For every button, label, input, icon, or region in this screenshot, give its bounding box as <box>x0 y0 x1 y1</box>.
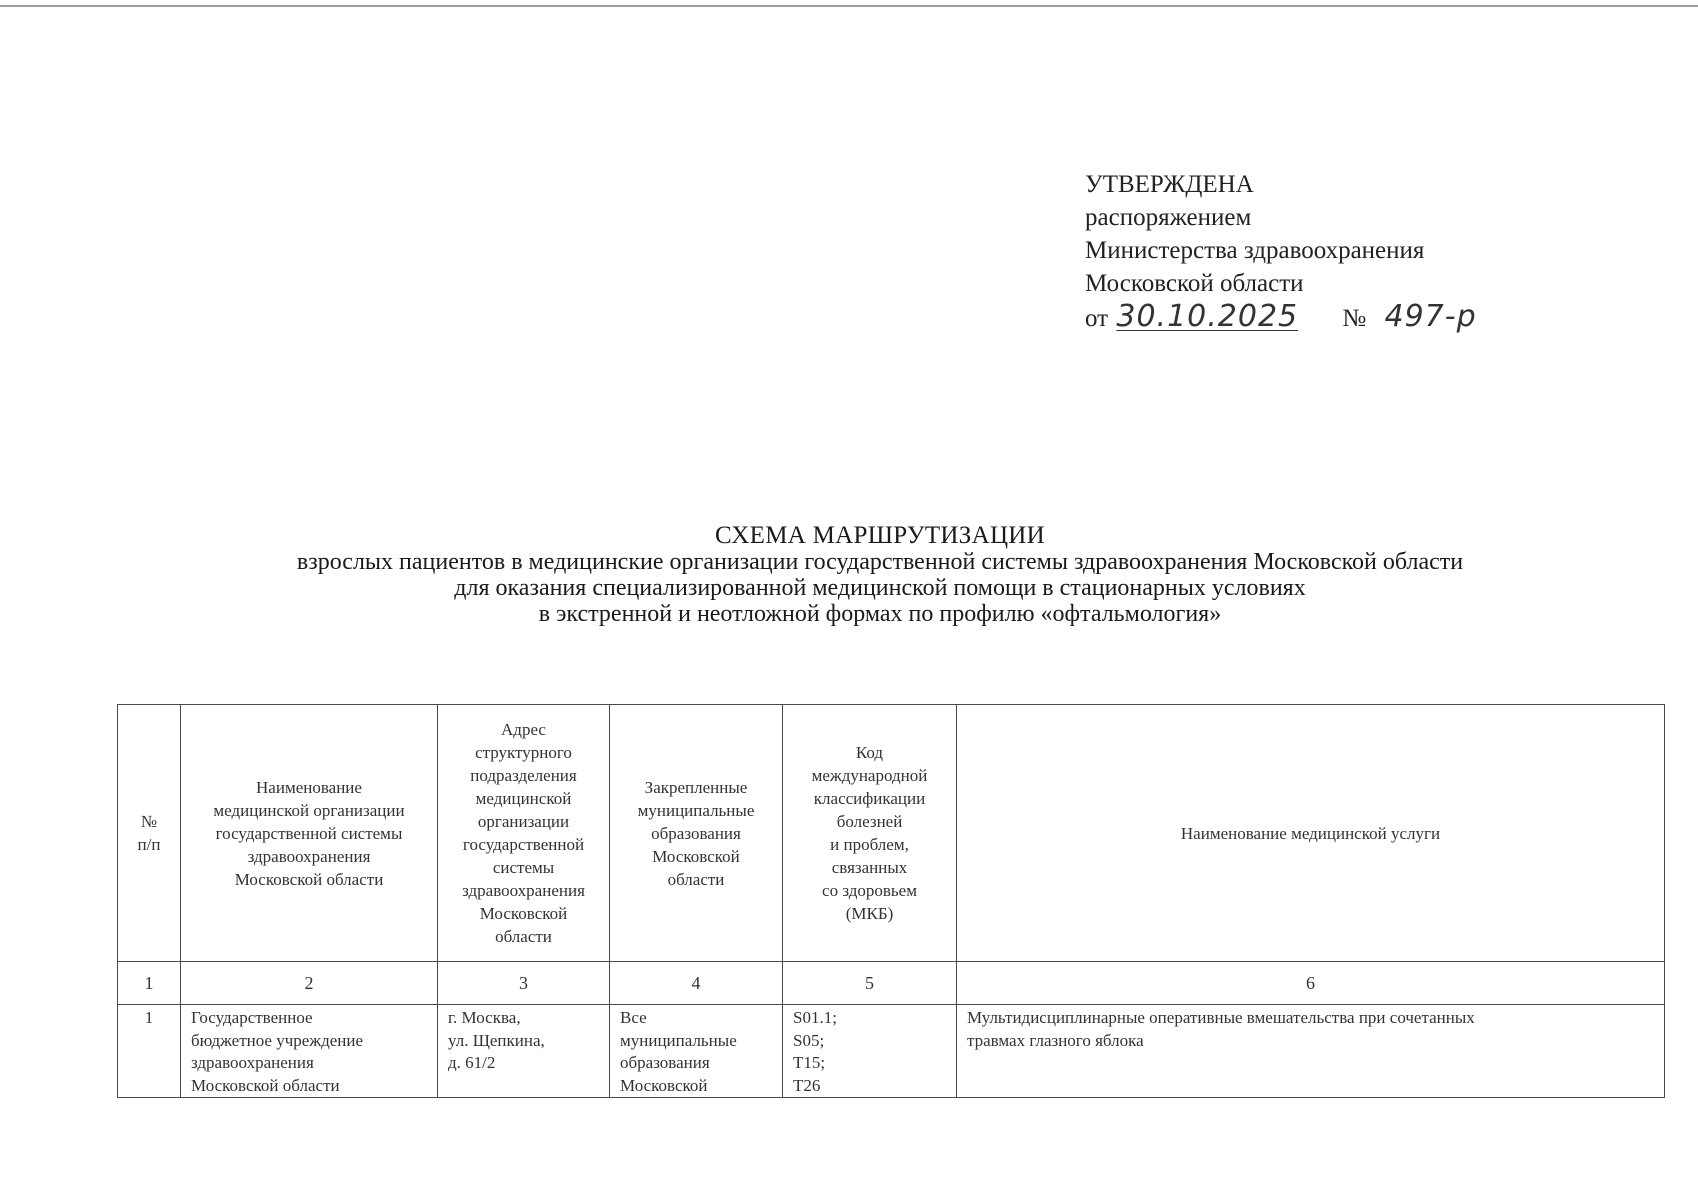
column-numbers-row <box>118 962 1665 1005</box>
table-header-row <box>118 705 1665 962</box>
document-subtitle-line-1: взрослых пациентов в медицинские организации государственной системы здравоохранения Московской области <box>296 549 1464 575</box>
cell-line: ул. Щепкина, <box>448 1030 545 1050</box>
column-number: 4 <box>610 962 783 1005</box>
header-line: Московской <box>652 846 740 866</box>
header-line: государственной системы <box>215 823 403 843</box>
header-line: связанных <box>831 858 908 877</box>
cell-organization <box>181 1005 438 1098</box>
header-line: п/п <box>137 835 161 854</box>
cell-line: травмах глазного яблока <box>967 1030 1144 1050</box>
header-line: муниципальные <box>637 800 755 820</box>
cell-icd-codes <box>783 1005 957 1098</box>
routing-table <box>117 704 1665 1098</box>
cell-line: бюджетное учреждение <box>191 1030 364 1050</box>
header-line: № <box>140 812 158 831</box>
cell-line: Государственное <box>191 1008 313 1027</box>
header-line: Адрес <box>501 720 546 739</box>
document-title: СХЕМА МАРШРУТИЗАЦИИ <box>714 522 1046 549</box>
header-cell-icd-code <box>783 705 957 962</box>
header-cell-organization <box>181 705 438 962</box>
handwritten-date: 30.10.2025 <box>1116 299 1299 334</box>
header-line: системы <box>492 858 555 877</box>
scan-top-edge <box>0 5 1698 7</box>
header-line: со здоровьем <box>822 881 917 900</box>
column-number: 1 <box>118 962 181 1005</box>
cell-row-number: 1 <box>118 1005 181 1098</box>
header-line: международной <box>811 766 928 785</box>
header-line: Московской <box>479 904 568 923</box>
document-heading <box>160 523 1600 627</box>
column-number: 3 <box>438 962 610 1005</box>
header-line: Наименование <box>256 777 362 797</box>
handwritten-number: 497-р <box>1384 299 1477 334</box>
cell-line: S05; <box>793 1030 825 1050</box>
cell-line: муниципальные <box>620 1030 737 1050</box>
header-line: подразделения <box>470 766 577 785</box>
cell-line: Все <box>620 1008 647 1027</box>
cell-line: S01.1; <box>793 1008 837 1027</box>
cell-line: здравоохранения <box>191 1053 314 1072</box>
document-subtitle-line-2: для оказания специализированной медицинской помощи в стационарных условиях <box>454 575 1306 601</box>
approval-line-region: Московской области <box>1085 270 1304 297</box>
cell-line: T26 <box>793 1075 821 1095</box>
table-row <box>118 1005 1665 1098</box>
header-line: и проблем, <box>830 835 909 854</box>
cell-municipalities <box>610 1005 783 1098</box>
header-line: Код <box>855 743 884 762</box>
cell-service <box>957 1005 1665 1098</box>
approval-number-label: № <box>1342 305 1367 332</box>
header-line: медицинской организации <box>213 800 405 820</box>
cell-line: д. 61/2 <box>448 1053 496 1072</box>
header-line: здравоохранения <box>462 881 585 900</box>
header-line: медицинской <box>475 789 572 808</box>
column-number: 2 <box>181 962 438 1005</box>
header-line: (МКБ) <box>845 904 894 923</box>
header-line: Московской области <box>234 869 384 889</box>
header-cell-service <box>957 705 1665 962</box>
header-line: области <box>667 869 725 889</box>
approval-from-label: от <box>1085 305 1109 332</box>
header-line: болезней <box>836 812 903 831</box>
header-line: образования <box>651 823 741 843</box>
header-line: области <box>495 927 552 946</box>
header-line: структурного <box>475 743 572 762</box>
header-cell-municipalities <box>610 705 783 962</box>
cell-line: Московской <box>620 1075 708 1095</box>
header-cell-number <box>118 705 181 962</box>
header-line: здравоохранения <box>247 846 371 866</box>
approval-stamp <box>1085 168 1477 335</box>
document-subtitle-line-3: в экстренной и неотложной формах по профилю «офтальмология» <box>538 601 1222 627</box>
cell-line: Мультидисциплинарные оперативные вмешательства при сочетанных <box>967 1008 1475 1027</box>
cell-line: образования <box>620 1053 710 1072</box>
approval-line-ministry: Министерства здравоохранения <box>1085 237 1425 264</box>
header-line: Наименование медицинской услуги <box>1180 823 1441 843</box>
header-line: государственной <box>462 835 585 854</box>
column-number: 5 <box>783 962 957 1005</box>
cell-line: Московской области <box>191 1075 340 1095</box>
cell-line: г. Москва, <box>448 1008 521 1027</box>
approval-title: УТВЕРЖДЕНА <box>1085 171 1254 198</box>
cell-line: T15; <box>793 1053 826 1072</box>
approval-date-number-line <box>1085 300 1477 335</box>
approval-line-order: распоряжением <box>1085 204 1252 231</box>
header-cell-address <box>438 705 610 962</box>
column-number: 6 <box>957 962 1665 1005</box>
header-line: Закрепленные <box>644 777 748 797</box>
header-line: организации <box>477 812 570 831</box>
cell-address <box>438 1005 610 1098</box>
header-line: классификации <box>813 789 926 808</box>
